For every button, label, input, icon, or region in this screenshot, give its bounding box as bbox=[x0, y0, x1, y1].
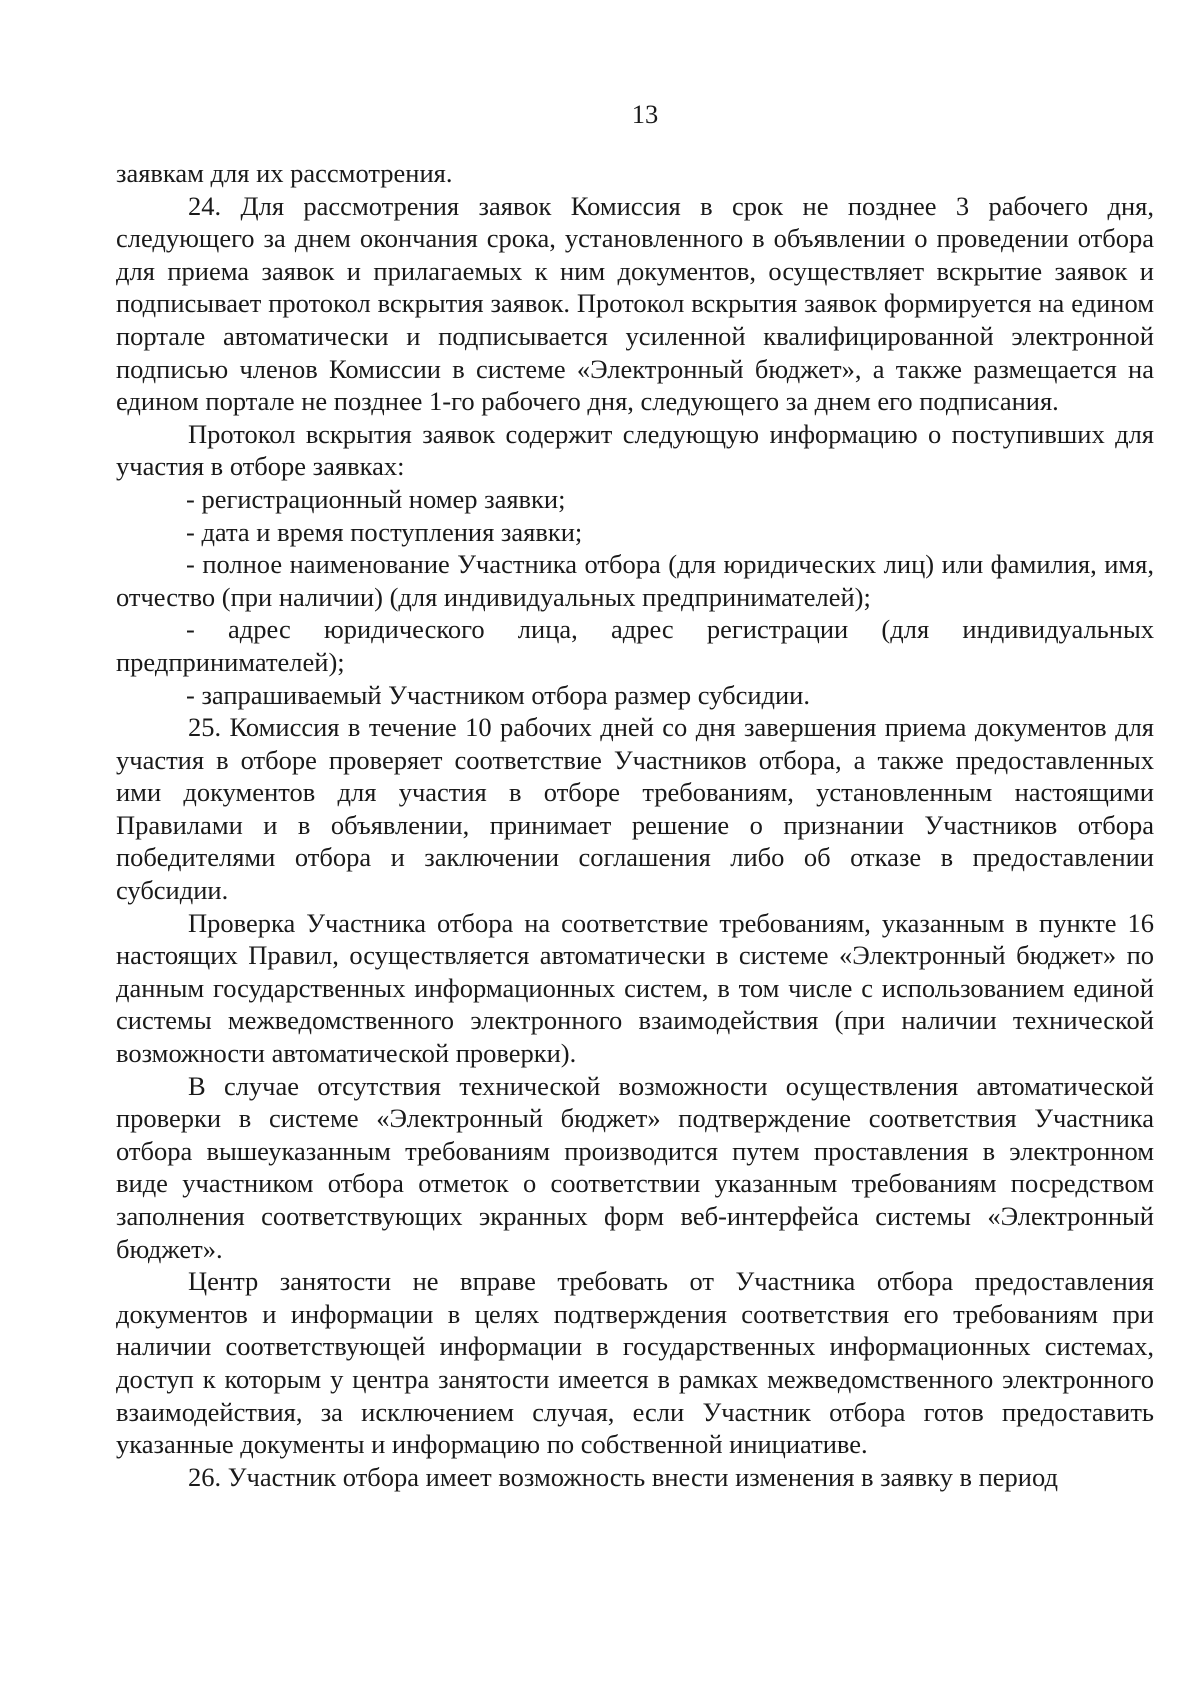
paragraph-employment-center: Центр занятости не вправе требовать от Участника отбора предоставления документов и информации в целях подтверждения соответствия его требованиям при наличии соответствующей информации в государственных информационных системах, доступ к которым у центра занятости имеется в рамках межведомственного электронного взаимодействия, за исключением случая, если Участник отбора готов предоставить указанные документы и информацию по собственной инициативе. bbox=[116, 1266, 1154, 1460]
list-item-receipt-date: - дата и время поступления заявки; bbox=[186, 516, 583, 547]
list-item-registration-number: - регистрационный номер заявки; bbox=[186, 483, 566, 514]
paragraph-automatic-check: Проверка Участника отбора на соответствие требованиям, указанным в пункте 16 настоящих Правил, осуществляется автоматически в системе «Электронный бюджет» по данным государственных информационных систем, в том числе с использованием единой системы межведомственного электронного взаимодействия (при наличии технической возможности автоматической проверки). bbox=[116, 907, 1154, 1069]
paragraph-protocol-contents: Протокол вскрытия заявок содержит следующую информацию о поступивших для участия в отборе заявках: bbox=[116, 418, 1154, 482]
list-item-address: - адрес юридического лица, адрес регистрации (для индивидуальных предпринимателей); bbox=[116, 614, 1154, 677]
paragraph-continuation: заявкам для их рассмотрения. bbox=[116, 158, 453, 188]
page-number: 13 bbox=[631, 99, 659, 129]
paragraph-manual-check: В случае отсутствия технической возможности осуществления автоматической проверки в системе «Электронный бюджет» подтверждение соответствия Участника отбора вышеуказанным требованиям производится путем проставления в электронном виде участником отбора отметок о соответствии указанным требованиям посредством заполнения соответствующих экранных форм веб-интерфейса системы «Электронный бюджет». bbox=[116, 1070, 1154, 1264]
list-item-subsidy-amount: - запрашиваемый Участником отбора размер субсидии. bbox=[186, 679, 810, 710]
list-item-full-name: - полное наименование Участника отбора (для юридических лиц) или фамилия, имя, отчество (при наличии) (для индивидуальных предпринимателей); bbox=[116, 549, 1154, 612]
paragraph-clause-24: 24. Для рассмотрения заявок Комиссия в срок не позднее 3 рабочего дня, следующего за днем окончания срока, установленного в объявлении о проведении отбора для приема заявок и прилагаемых к ним документов, осуществляет вскрытие заявок и подписывает протокол вскрытия заявок. Протокол вскрытия заявок формируется на едином портале автоматически и подписывается усиленной квалифицированной электронной подписью членов Комиссии в системе «Электронный бюджет», а также размещается на едином портале не позднее 1-го рабочего дня, следующего за днем его подписания. bbox=[116, 190, 1154, 417]
document-body bbox=[116, 157, 1154, 1493]
paragraph-clause-25: 25. Комиссия в течение 10 рабочих дней со дня завершения приема документов для участия в отборе проверяет соответствие Участников отбора, а также предоставленных ими документов для участия в отборе требованиям, установленным настоящими Правилами и в объявлении, принимает решение о признании Участников отбора победителями отбора и заключении соглашения либо об отказе в предоставлении субсидии. bbox=[116, 712, 1154, 906]
paragraph-clause-26: 26. Участник отбора имеет возможность внести изменения в заявку в период bbox=[188, 1461, 1058, 1492]
